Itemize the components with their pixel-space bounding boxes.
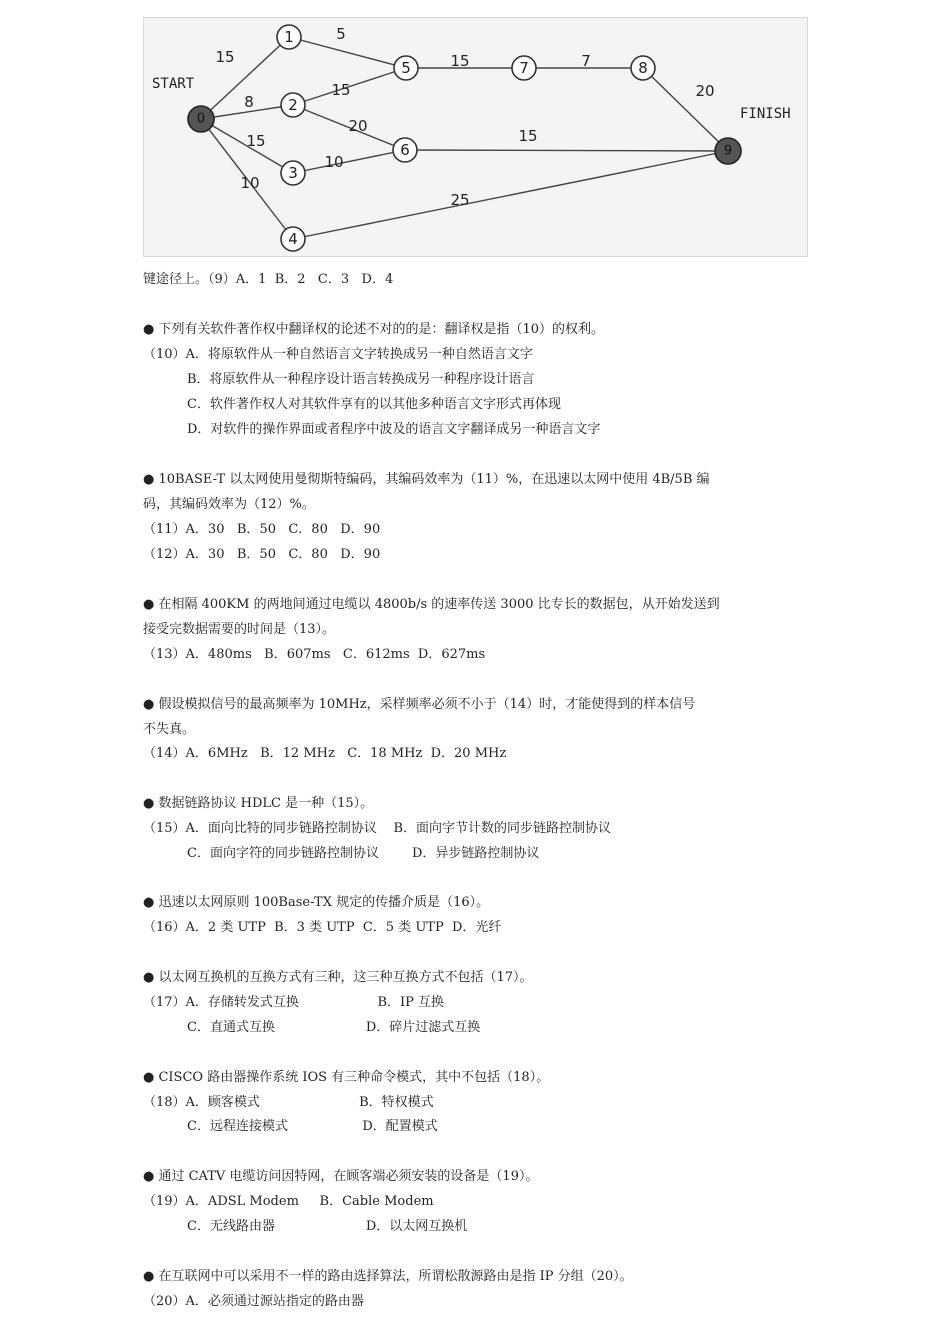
option-line: （13）A．480ms B．607ms C．612ms D．627ms (143, 647, 486, 662)
question-19-stem: ● 通过 CATV 电缆访问因特网，在顾客端必须安装的设备是（19）。 (143, 1169, 539, 1184)
node-label: 9 (723, 143, 733, 159)
edge-weight-label: 20 (695, 82, 715, 100)
option-line: （10）A．将原软件从一种自然语言文字转换成另一种自然语言文字 (143, 347, 533, 362)
edge-1-5 (289, 37, 406, 68)
edge-weight-label: 25 (450, 191, 470, 209)
question-11-stem: ● 10BASE-T 以太网使用曼彻斯特编码，其编码效率为（11）%，在迅速以太网中使用 4B/5B 编 (143, 472, 710, 487)
option-line: D．对软件的操作界面或者程序中波及的语言文字翻译成另一种语言文字 (187, 422, 601, 437)
option-line: （15）A．面向比特的同步链路控制协议 B．面向字节计数的同步链路控制协议 (143, 821, 612, 836)
question-20-stem: ● 在互联网中可以采用不一样的路由选择算法，所谓松散源路由是指 IP 分组（20）。 (143, 1269, 633, 1284)
edge-weight-label: 15 (215, 48, 235, 66)
question-17-stem: ● 以太网互换机的互换方式有三种，这三种互换方式不包括（17）。 (143, 970, 533, 985)
edge-weight-label: 15 (518, 127, 538, 145)
question-11-stem-cont: 码，其编码效率为（12）%。 (143, 497, 315, 512)
edge-weight-label: 15 (331, 81, 351, 99)
option-line: C．面向字符的同步链路控制协议 D．异步链路控制协议 (187, 846, 540, 861)
option-line: （18）A．顾客模式 B．特权模式 (143, 1095, 434, 1110)
option-line: C．软件著作权人对其软件享有的以其他多种语言文字形式再体现 (187, 397, 561, 412)
option-line: （17）A．存储转发式互换 B．IP 互换 (143, 995, 445, 1010)
node-label: 6 (400, 141, 410, 159)
option-line: （11）A．30 B．50 C．80 D．90 (143, 522, 381, 537)
edge-6-9 (405, 150, 728, 151)
network-diagram (143, 17, 808, 257)
question-18-stem: ● CISCO 路由器操作系统 IOS 有三种命令模式，其中不包括（18）。 (143, 1070, 550, 1085)
option-line: （14）A．6MHz B．12 MHz C．18 MHz D．20 MHz (143, 746, 507, 761)
option-line: C．无线路由器 D．以太网互换机 (187, 1219, 468, 1234)
option-line: B．将原软件从一种程序设计语言转换成另一种程序设计语言 (187, 372, 535, 387)
question-13-stem-cont: 接受完数据需要的时间是（13）。 (143, 622, 336, 637)
node-label: 4 (288, 230, 298, 248)
finish-label: FINISH (740, 106, 791, 122)
question-14-stem: ● 假设模拟信号的最高频率为 10MHz，采样频率必须不小于（14）时，才能使得到的样本信号 (143, 697, 696, 712)
node-label: 5 (401, 59, 411, 77)
edge-weight-label: 5 (336, 25, 346, 43)
node-label: 7 (519, 59, 529, 77)
option-line: （20）A．必须通过源站指定的路由器 (143, 1294, 364, 1309)
text-line: 键途径上。（9）A．1 B．2 C．3 D．4 (143, 272, 394, 287)
start-label: START (152, 76, 195, 92)
question-16-stem: ● 迅速以太网原则 100Base-TX 规定的传播介质是（16）。 (143, 895, 490, 910)
edge-weight-label: 20 (348, 117, 368, 135)
option-line: C．远程连接模式 D．配置模式 (187, 1119, 438, 1134)
option-line: （19）A．ADSL Modem B．Cable Modem (143, 1194, 434, 1209)
edge-4-9 (293, 151, 728, 239)
network-graph (144, 18, 807, 256)
edge-weight-label: 8 (244, 93, 254, 111)
edge-3-6 (293, 150, 405, 173)
question-14-stem-cont: 不失真。 (143, 722, 196, 737)
question-13-stem: ● 在相隔 400KM 的两地间通过电缆以 4800b/s 的速率传送 3000 比专长的数据包，从开始发送到 (143, 597, 720, 612)
option-line: （12）A．30 B．50 C．80 D．90 (143, 547, 381, 562)
option-line: （16）A．2 类 UTP B．3 类 UTP C．5 类 UTP D．光纤 (143, 920, 502, 935)
question-15-stem: ● 数据链路协议 HDLC 是一种（15）。 (143, 796, 374, 811)
node-label: 1 (284, 28, 294, 46)
node-label: 2 (288, 96, 298, 114)
edge-weight-label: 10 (240, 174, 260, 192)
node-label: 8 (638, 59, 648, 77)
question-10-stem: ● 下列有关软件著作权中翻译权的论述不对的的是：翻译权是指（10）的权利。 (143, 322, 605, 337)
node-label: 0 (196, 111, 206, 127)
edge-weight-label: 10 (324, 153, 344, 171)
edge-weight-label: 7 (581, 52, 591, 70)
node-label: 3 (288, 164, 298, 182)
option-line: C．直通式互换 D．碎片过滤式互换 (187, 1020, 481, 1035)
edge-weight-label: 15 (450, 52, 470, 70)
edge-weight-label: 15 (246, 132, 266, 150)
edge-8-9 (643, 68, 728, 151)
